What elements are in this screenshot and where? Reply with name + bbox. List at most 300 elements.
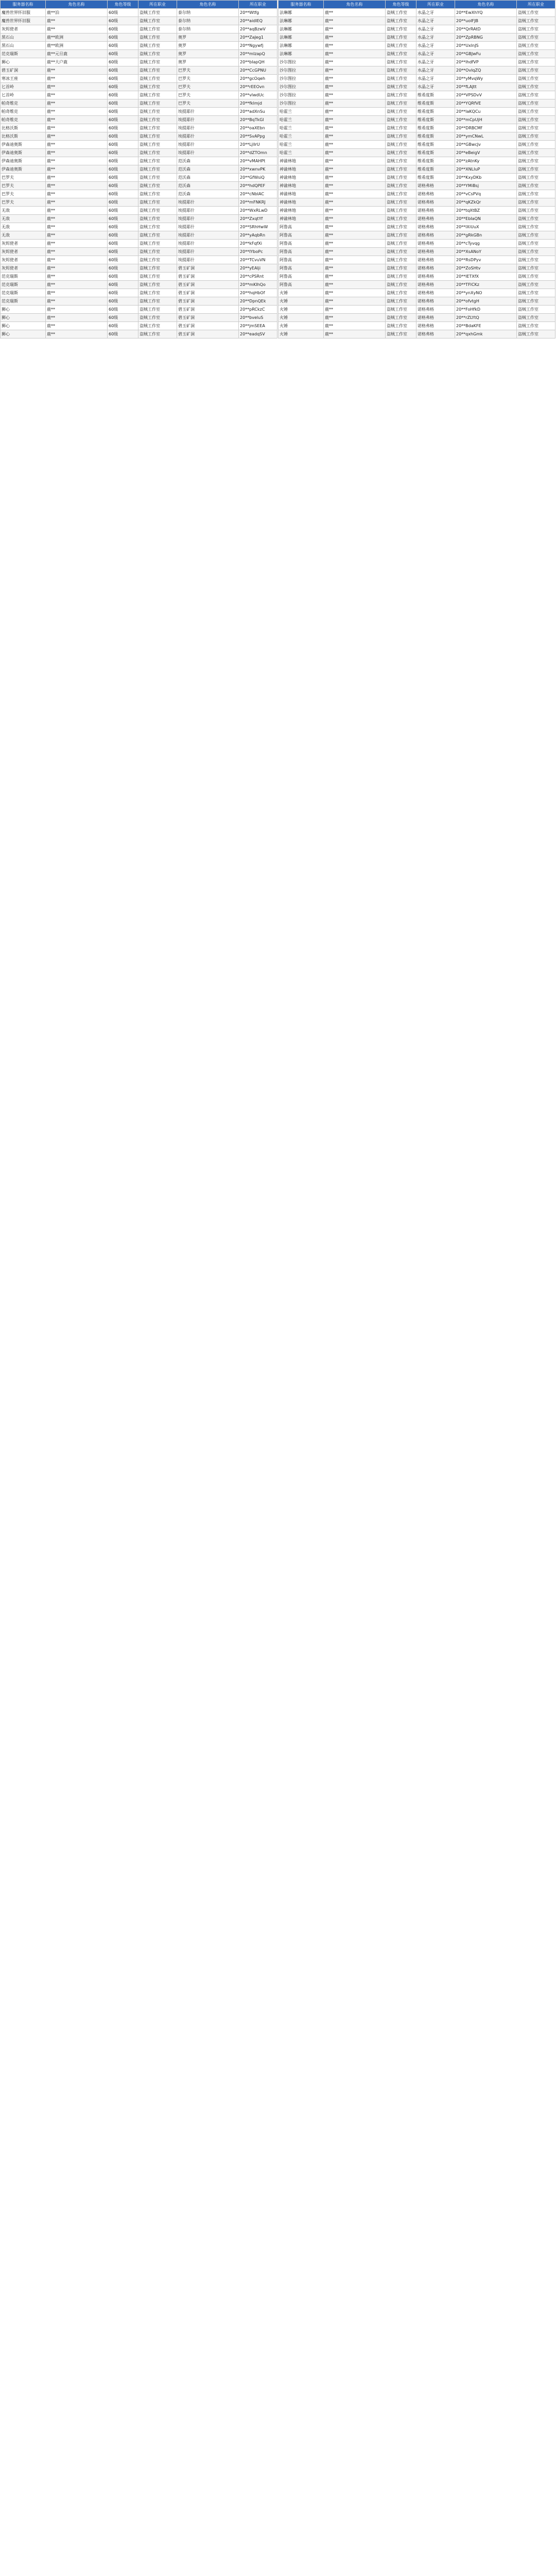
- table-cell: 鹿**: [324, 198, 386, 207]
- table-cell: 鹿**: [46, 157, 108, 165]
- table-cell: 盗贼工作室: [517, 264, 555, 273]
- table-cell: 鹿**: [324, 256, 386, 264]
- table-row: [1, 223, 277, 231]
- table-cell: 盗贼工作室: [386, 223, 416, 231]
- table-row: [279, 165, 555, 174]
- table-cell: 盗贼工作室: [517, 174, 555, 182]
- table-row: [1, 289, 277, 297]
- table-cell: 鹿**: [324, 141, 386, 149]
- table-cell: 20**CcGPNU: [239, 66, 277, 75]
- table-cell: 盗贼工作室: [386, 33, 416, 42]
- table-cell: 鹿**: [46, 182, 108, 190]
- table-cell: 20**GBwcJv: [455, 141, 517, 149]
- table-cell: 阿鲁高: [279, 240, 324, 248]
- table-cell: 巴罗夫: [1, 174, 46, 182]
- table-cell: 黑石山: [1, 33, 46, 42]
- table-cell: 诺格弗格: [416, 297, 455, 306]
- table-row: [1, 330, 277, 338]
- table-cell: 水晶之牙: [416, 58, 455, 66]
- table-cell: 鹿**: [324, 215, 386, 223]
- table-row: [1, 215, 277, 223]
- table-cell: 60级: [108, 248, 138, 256]
- table-cell: 20**zAtnKy: [455, 157, 517, 165]
- table-cell: 60级: [108, 174, 138, 182]
- table-cell: 鹿**: [46, 281, 108, 289]
- table-cell: 盗贼工作室: [517, 182, 555, 190]
- table-cell: 鹿**: [324, 42, 386, 50]
- table-cell: 盗贼工作室: [517, 132, 555, 141]
- header-cell-profession-2: 所在职业: [239, 1, 277, 9]
- table-cell: 巴罗夫: [177, 91, 239, 99]
- table-cell: 碧玉矿洞: [177, 306, 239, 314]
- table-row: [1, 17, 277, 25]
- table-cell: 鹿**: [46, 124, 108, 132]
- table-cell: 巴罗夫: [177, 75, 239, 83]
- table-cell: 盗贼工作室: [517, 273, 555, 281]
- table-row: [1, 42, 277, 50]
- left-table-body: [1, 9, 277, 338]
- table-cell: 维希度斯: [416, 141, 455, 149]
- table-cell: 盗贼工作室: [138, 215, 177, 223]
- header-cell-server: 服务器名称: [1, 1, 46, 9]
- table-cell: 魔兽世界怀旧服: [1, 17, 46, 25]
- table-row: [1, 66, 277, 75]
- table-cell: 20**RsDPyv: [455, 256, 517, 264]
- table-cell: 盗贼工作室: [386, 42, 416, 50]
- table-cell: 60级: [108, 165, 138, 174]
- table-cell: 20**vMAHPt: [239, 157, 277, 165]
- table-row: [279, 99, 555, 108]
- right-table-panel: [278, 0, 555, 338]
- table-row: [1, 207, 277, 215]
- table-cell: 盗贼工作室: [517, 17, 555, 25]
- table-cell: 60级: [108, 231, 138, 240]
- table-cell: 诺格弗格: [416, 330, 455, 338]
- table-cell: 盗贼工作室: [386, 149, 416, 157]
- table-row: [1, 306, 277, 314]
- table-cell: 盗贼工作室: [386, 314, 416, 322]
- table-cell: 盗贼工作室: [138, 330, 177, 338]
- table-cell: 60级: [108, 83, 138, 91]
- table-cell: 盗贼工作室: [138, 198, 177, 207]
- table-cell: 盗贼工作室: [386, 198, 416, 207]
- table-row: [279, 9, 555, 17]
- table-cell: 灰烬使者: [1, 248, 46, 256]
- table-cell: 盗贼工作室: [138, 256, 177, 264]
- table-cell: 20**mIzapQ: [239, 50, 277, 58]
- table-row: [1, 322, 277, 330]
- table-cell: 盗贼工作室: [386, 17, 416, 25]
- table-cell: 范克瑞斯: [1, 273, 46, 281]
- table-row: [279, 322, 555, 330]
- table-cell: 狮心: [1, 58, 46, 66]
- table-cell: 盗贼工作室: [517, 42, 555, 50]
- table-cell: 灰烬使者: [1, 256, 46, 264]
- table-cell: 埃提耶什: [177, 240, 239, 248]
- table-cell: 鹿**: [324, 174, 386, 182]
- table-cell: 鹿**: [324, 281, 386, 289]
- table-cell: 无敌: [1, 223, 46, 231]
- table-row: [279, 273, 555, 281]
- table-cell: 碧玉矿洞: [177, 330, 239, 338]
- table-cell: 沙尔图拉: [279, 91, 324, 99]
- table-cell: 盗贼工作室: [386, 83, 416, 91]
- table-cell: 20**EwXhYQ: [455, 9, 517, 17]
- table-cell: 盗贼工作室: [517, 289, 555, 297]
- table-row: [1, 256, 277, 264]
- table-cell: 盗贼工作室: [386, 165, 416, 174]
- table-cell: 20**kFqfXi: [239, 240, 277, 248]
- table-cell: 狮心: [1, 314, 46, 322]
- table-cell: 20**rZLYtQ: [455, 314, 517, 322]
- table-cell: 无敌: [1, 215, 46, 223]
- table-cell: 盗贼工作室: [517, 99, 555, 108]
- table-cell: 阿鲁高: [279, 223, 324, 231]
- table-cell: 埃提耶什: [177, 198, 239, 207]
- table-row: [279, 215, 555, 223]
- table-row: [1, 99, 277, 108]
- table-cell: 鹿**: [324, 240, 386, 248]
- table-cell: 诺格弗格: [416, 207, 455, 215]
- table-cell: 20**hdQPEF: [239, 182, 277, 190]
- table-cell: 20**Wtfg: [239, 9, 277, 17]
- table-cell: 盗贼工作室: [138, 190, 177, 198]
- table-cell: 20**laKQCu: [455, 108, 517, 116]
- table-cell: 埃提耶什: [177, 116, 239, 124]
- table-cell: 盗贼工作室: [386, 248, 416, 256]
- table-row: [1, 75, 277, 83]
- table-cell: 诺格弗格: [416, 264, 455, 273]
- table-cell: 20**xwnvPK: [239, 165, 277, 174]
- table-cell: 60级: [108, 99, 138, 108]
- table-cell: 鹿**: [324, 58, 386, 66]
- table-cell: 神谕林地: [279, 165, 324, 174]
- table-cell: 盗贼工作室: [517, 66, 555, 75]
- table-row: [279, 83, 555, 91]
- table-cell: 盗贼工作室: [138, 9, 177, 17]
- table-cell: 60级: [108, 124, 138, 132]
- table-cell: 鹿**: [324, 157, 386, 165]
- table-row: [1, 174, 277, 182]
- table-cell: 范沃森: [177, 157, 239, 165]
- table-cell: 鹿**: [324, 99, 386, 108]
- table-cell: 20**aqBzwV: [239, 25, 277, 33]
- table-cell: 阿鲁高: [279, 256, 324, 264]
- table-cell: 盗贼工作室: [138, 240, 177, 248]
- table-cell: 法琳娜: [279, 50, 324, 58]
- table-cell: 诺格弗格: [416, 231, 455, 240]
- table-cell: 20**jmSEEA: [239, 322, 277, 330]
- table-cell: 灰烬使者: [1, 240, 46, 248]
- table-cell: 盗贼工作室: [386, 116, 416, 124]
- table-cell: 鹿**: [324, 248, 386, 256]
- table-cell: 鹿**: [46, 330, 108, 338]
- table-cell: 盗贼工作室: [386, 75, 416, 83]
- table-cell: 20**Ngywfj: [239, 42, 277, 50]
- table-cell: 盗贼工作室: [138, 75, 177, 83]
- table-row: [279, 207, 555, 215]
- table-cell: 伊森迪奥斯: [1, 149, 46, 157]
- table-row: [1, 33, 277, 42]
- table-row: [279, 91, 555, 99]
- table-cell: 盗贼工作室: [517, 207, 555, 215]
- table-row: [279, 256, 555, 264]
- table-cell: 哈霍兰: [279, 108, 324, 116]
- table-cell: 60级: [108, 33, 138, 42]
- table-row: [279, 132, 555, 141]
- table-cell: 诺格弗格: [416, 306, 455, 314]
- table-row: [1, 9, 277, 17]
- table-row: [279, 248, 555, 256]
- table-cell: 诺格弗格: [416, 322, 455, 330]
- table-cell: 盗贼工作室: [386, 322, 416, 330]
- table-cell: 盗贼工作室: [386, 58, 416, 66]
- table-cell: 巴罗夫: [1, 190, 46, 198]
- table-cell: 盗贼工作室: [138, 157, 177, 165]
- table-cell: 鹿**: [324, 124, 386, 132]
- table-cell: 埃提耶什: [177, 108, 239, 116]
- table-cell: 鹿**: [324, 165, 386, 174]
- table-cell: 碧玉矿洞: [177, 281, 239, 289]
- table-cell: 寒冰王座: [1, 75, 46, 83]
- table-cell: 20**EbIaQN: [455, 215, 517, 223]
- table-cell: 诺格弗格: [416, 190, 455, 198]
- table-cell: 水晶之牙: [416, 17, 455, 25]
- table-cell: 鹿**: [46, 207, 108, 215]
- table-cell: 60级: [108, 17, 138, 25]
- table-cell: 盗贼工作室: [138, 273, 177, 281]
- table-cell: 帕奇维克: [1, 108, 46, 116]
- table-cell: 60级: [108, 190, 138, 198]
- table-cell: 20**GfWsiQ: [239, 174, 277, 182]
- table-cell: 哈霍兰: [279, 124, 324, 132]
- header-cell-profession-2: 所在职业: [517, 1, 555, 9]
- table-cell: 20**ZxqtYf: [239, 215, 277, 223]
- table-cell: 诺格弗格: [416, 215, 455, 223]
- table-cell: 20**UxInJS: [455, 42, 517, 50]
- table-cell: 鹿**: [46, 108, 108, 116]
- table-cell: 20**YQRfVE: [455, 99, 517, 108]
- table-cell: 火锤: [279, 322, 324, 330]
- table-row: [1, 149, 277, 157]
- table-cell: 盗贼工作室: [138, 42, 177, 50]
- table-cell: 盗贼工作室: [517, 322, 555, 330]
- table-cell: 盗贼工作室: [386, 330, 416, 338]
- table-row: [1, 240, 277, 248]
- table-cell: 20**qKZkQr: [455, 198, 517, 207]
- table-cell: 20**OvlqZQ: [455, 66, 517, 75]
- table-cell: 20**ofvtgH: [455, 297, 517, 306]
- table-cell: 鹿**: [46, 75, 108, 83]
- table-cell: 60级: [108, 25, 138, 33]
- table-cell: 20**yEAlji: [239, 264, 277, 273]
- table-cell: 盗贼工作室: [138, 25, 177, 33]
- table-cell: 20**cTyvqg: [455, 240, 517, 248]
- table-cell: 鹿**: [46, 256, 108, 264]
- table-cell: 20**DpnQEk: [239, 297, 277, 306]
- table-cell: 盗贼工作室: [138, 207, 177, 215]
- table-cell: 20**dZTOmn: [239, 149, 277, 157]
- table-cell: 盗贼工作室: [386, 50, 416, 58]
- table-cell: 埃提耶什: [177, 248, 239, 256]
- header-cell-profession: 所在职业: [416, 1, 455, 9]
- table-cell: 盗贼工作室: [517, 281, 555, 289]
- table-cell: 维希度斯: [416, 124, 455, 132]
- table-cell: 神谕林地: [279, 157, 324, 165]
- table-cell: 奥罗: [177, 50, 239, 58]
- table-cell: 鹿**: [324, 25, 386, 33]
- table-cell: 沙尔图拉: [279, 58, 324, 66]
- table-cell: 鹿**: [324, 116, 386, 124]
- table-cell: 盗贼工作室: [386, 108, 416, 116]
- table-cell: 盗贼工作室: [386, 289, 416, 297]
- table-cell: 鹿**: [324, 314, 386, 322]
- table-cell: 哈霍兰: [279, 116, 324, 124]
- table-cell: 鹿**: [324, 108, 386, 116]
- table-cell: 鹿**: [324, 33, 386, 42]
- table-cell: 范克瑞斯: [1, 281, 46, 289]
- table-cell: 盗贼工作室: [138, 314, 177, 322]
- table-cell: 盗贼工作室: [517, 231, 555, 240]
- table-row: [279, 190, 555, 198]
- table-cell: 20**WxRLwD: [239, 207, 277, 215]
- table-cell: 盗贼工作室: [517, 314, 555, 322]
- table-cell: 20**eadqSV: [239, 330, 277, 338]
- table-cell: 鹿**: [46, 91, 108, 99]
- table-cell: 60级: [108, 9, 138, 17]
- table-cell: 巴罗夫: [1, 182, 46, 190]
- table-row: [1, 165, 277, 174]
- table-row: [279, 33, 555, 42]
- table-row: [279, 42, 555, 50]
- table-row: [279, 223, 555, 231]
- table-cell: 法琳娜: [279, 25, 324, 33]
- table-cell: 60级: [108, 42, 138, 50]
- table-cell: 阿鲁高: [279, 231, 324, 240]
- table-cell: 盗贼工作室: [517, 108, 555, 116]
- table-cell: 盗贼工作室: [138, 17, 177, 25]
- table-cell: 巴罗夫: [1, 198, 46, 207]
- table-cell: 比格沃斯: [1, 132, 46, 141]
- table-cell: 20**KxyDKb: [455, 174, 517, 182]
- table-cell: 埃提耶什: [177, 141, 239, 149]
- table-row: [1, 231, 277, 240]
- table-cell: 无敌: [1, 207, 46, 215]
- table-cell: 鹿**: [324, 207, 386, 215]
- table-cell: 鹿**欧洲: [46, 33, 108, 42]
- table-row: [1, 141, 277, 149]
- table-row: [279, 330, 555, 338]
- table-cell: 60级: [108, 273, 138, 281]
- table-cell: 盗贼工作室: [517, 256, 555, 264]
- table-cell: 盗贼工作室: [386, 207, 416, 215]
- table-row: [279, 58, 555, 66]
- table-cell: 神谕林地: [279, 182, 324, 190]
- table-row: [279, 289, 555, 297]
- table-cell: 盗贼工作室: [517, 25, 555, 33]
- table-row: [279, 66, 555, 75]
- table-cell: 阿鲁高: [279, 281, 324, 289]
- table-cell: 盗贼工作室: [138, 141, 177, 149]
- table-cell: 20**lETXfX: [455, 273, 517, 281]
- table-cell: 埃提耶什: [177, 207, 239, 215]
- header-cell-server: 服务器名称: [279, 1, 324, 9]
- table-row: [1, 273, 277, 281]
- table-cell: 沙尔图拉: [279, 66, 324, 75]
- table-row: [279, 314, 555, 322]
- table-cell: 60级: [108, 330, 138, 338]
- table-cell: 鹿**: [324, 322, 386, 330]
- table-cell: 鹿**: [324, 264, 386, 273]
- table-row: [1, 83, 277, 91]
- left-table: [0, 0, 277, 338]
- table-cell: 盗贼工作室: [138, 91, 177, 99]
- table-cell: 60级: [108, 256, 138, 264]
- table-cell: 神谕林地: [279, 198, 324, 207]
- table-cell: 鹿**: [46, 83, 108, 91]
- table-cell: 埃提耶什: [177, 149, 239, 157]
- table-cell: 魔兽世界怀旧服: [1, 9, 46, 17]
- table-cell: 沙尔图拉: [279, 75, 324, 83]
- table-cell: 水晶之牙: [416, 25, 455, 33]
- header-cell-level: 角色等级: [108, 1, 138, 9]
- right-table: [278, 0, 555, 338]
- table-row: [1, 264, 277, 273]
- table-cell: 60级: [108, 116, 138, 124]
- table-cell: 诺格弗格: [416, 248, 455, 256]
- table-cell: 狮心: [1, 306, 46, 314]
- table-cell: 神谕林地: [279, 174, 324, 182]
- table-row: [279, 297, 555, 306]
- table-cell: 盗贼工作室: [517, 141, 555, 149]
- table-cell: 60级: [108, 306, 138, 314]
- table-cell: 神谕林地: [279, 215, 324, 223]
- table-row: [279, 281, 555, 289]
- table-cell: 盗贼工作室: [138, 174, 177, 182]
- table-cell: 鹿**: [46, 165, 108, 174]
- table-cell: 20**QrRAtD: [455, 25, 517, 33]
- table-cell: 盗贼工作室: [386, 157, 416, 165]
- table-cell: 诺格弗格: [416, 289, 455, 297]
- table-cell: 20**lhdfVP: [455, 58, 517, 66]
- table-cell: 范克瑞斯: [1, 50, 46, 58]
- table-cell: 20**cNbIAC: [239, 190, 277, 198]
- table-cell: 神谕林地: [279, 207, 324, 215]
- table-cell: 水晶之牙: [416, 66, 455, 75]
- table-cell: 20**adXnSu: [239, 108, 277, 116]
- table-cell: 鹿**: [46, 116, 108, 124]
- table-cell: 鹿**: [324, 17, 386, 25]
- table-cell: 奥罗: [177, 33, 239, 42]
- header-cell-role-name-2: 角色名称: [177, 1, 239, 9]
- header-cell-role-name: 角色名称: [324, 1, 386, 9]
- table-cell: 伊森迪奥斯: [1, 165, 46, 174]
- table-row: [1, 116, 277, 124]
- table-cell: 20**bveluS: [239, 314, 277, 322]
- table-cell: 灰烬使者: [1, 264, 46, 273]
- table-cell: 盗贼工作室: [138, 223, 177, 231]
- table-row: [279, 116, 555, 124]
- table-cell: 鹿**: [324, 231, 386, 240]
- table-cell: 鹿**: [324, 91, 386, 99]
- table-row: [279, 25, 555, 33]
- table-cell: 鹿**: [46, 322, 108, 330]
- table-cell: 60级: [108, 281, 138, 289]
- table-row: [279, 240, 555, 248]
- table-cell: 鹿**: [324, 50, 386, 58]
- table-cell: 20**vCsPVq: [455, 190, 517, 198]
- table-cell: 巴罗夫: [177, 66, 239, 75]
